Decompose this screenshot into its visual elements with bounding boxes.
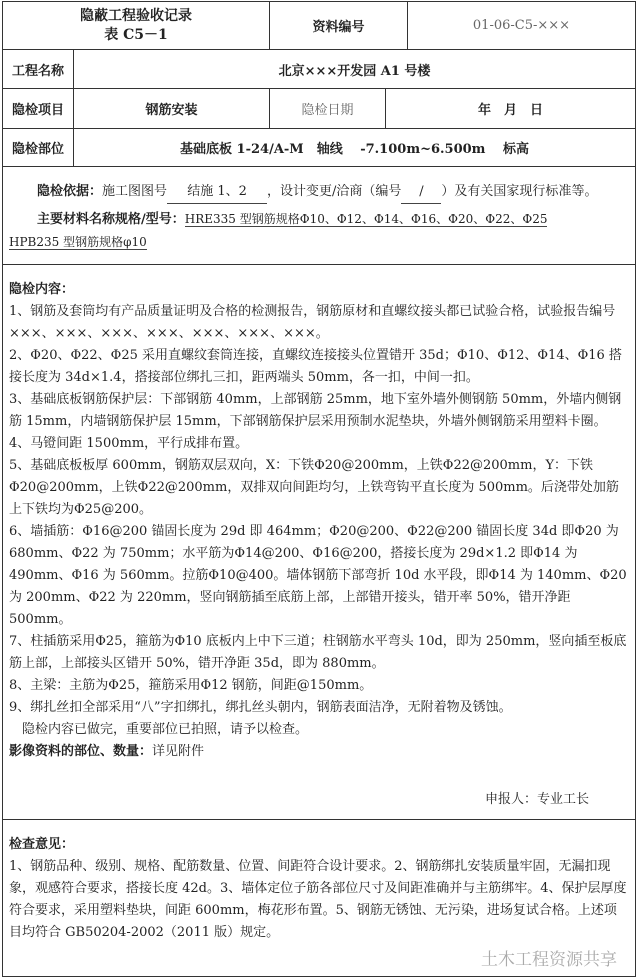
content-item: 2、Φ20、Φ22、Φ25 采用直螺纹套筒连接，直螺纹连接接头位置错开 35d；Φ10、Φ12、Φ14、Φ16 搭接长度为 34d×1.4，搭接部位绑扎三扣，距两端头 50mm，各一扣，中间一扣。 [9, 348, 622, 385]
basis-section [3, 167, 635, 265]
applicant: 申报人：专业工长 [484, 792, 589, 807]
location-value: 基础底板 1-24/A-M 轴线 -7.100m~6.500m 标高 [73, 129, 635, 166]
materials-line [9, 208, 629, 231]
content-item: 7、柱插筋采用Φ25，箍筋为Φ10 底板内上中下三道；柱钢筋水平弯头 10d，即为 250mm，竖向插至板底筋上部，上部接头区错开 50%，错开净距 35d，即为 880mm。 [9, 634, 627, 671]
content-item: 5、基础底板板厚 600mm，钢筋双层双向，X：下铁Φ20@200mm，上铁Φ22@200mm，Y：下铁Φ20@200mm，上铁Φ22@200mm，双排双向间距均匀，上铁弯钩平直长度为 500mm。后浇带处加筋上下铁均为Φ25@200。 [9, 458, 619, 517]
doc-no-value: 01-06-C5-××× [407, 2, 635, 49]
content-item: 3、基础底板钢筋保护层：下部钢筋 40mm，上部钢筋 25mm，地下室外墙外侧钢筋 50mm，外墙内侧钢筋 15mm，内墙钢筋保护层 15mm，下部钢筋保护层采用预制水泥垫块，外墙外侧钢筋采用塑料卡圈。 [9, 392, 622, 429]
location-label: 隐检部位 [11, 142, 64, 157]
content-section [3, 265, 635, 820]
project-name-value: 北京×××开发园 A1 号楼 [73, 50, 635, 88]
item-row [3, 89, 635, 129]
images-line [9, 741, 629, 763]
images-label: 影像资料的部位、数量： [9, 744, 153, 759]
content-item: 6、墙插筋：Φ16@200 锚固长度为 29d 即 464mm；Φ20@200、Φ22@200 锚固长度 34d 即Φ20 为 680mm、Φ22 为 750mm；水平筋为Φ14@200、Φ16@200，搭接长度为 29d×1.2 即Φ14 为 490mm、Φ16 为 560mm。拉筋Φ10@400。墙体钢筋下部弯折 10d 水平段，即Φ14 为 140mm、Φ20 为 200mm、Φ22 为 220mm，竖向钢筋插至底筋上部，上部错开接头，错开率 50%，错开净距 500mm。 [9, 524, 627, 627]
date-value: 年 月 日 [385, 89, 635, 128]
form-frame [2, 1, 636, 977]
title-line2: 表 C5－1 [104, 26, 168, 43]
drawing-no: 结施 1、2 [167, 181, 267, 204]
project-name-label: 工程名称 [11, 63, 64, 79]
content-item: 1、钢筋及套筒均有产品质量证明及合格的检测报告，钢筋原材和直螺纹接头都已试验合格，试验报告编号×××、×××、×××、×××、×××、×××、×××。 [9, 304, 616, 341]
content-item: 4、马镫间距 1500mm，平行成排布置。 [9, 436, 249, 451]
form-title [3, 2, 269, 49]
materials-line2-wrap [9, 231, 629, 254]
header-row [3, 2, 635, 50]
opinion-label: 检查意见： [9, 837, 75, 852]
title-line1: 隐蔽工程验收记录 [80, 7, 192, 24]
basis-text2: ，设计变更/洽商（编号 [267, 184, 402, 199]
materials-label: 主要材料名称规格/型号： [37, 212, 185, 227]
date-label: 隐检日期 [269, 89, 385, 128]
basis-text4: 准等。 [558, 184, 598, 199]
materials-line2: HPB235 型钢筋规格φ10 [9, 235, 147, 249]
images-value: 详见附件 [152, 744, 205, 759]
content-label: 隐检内容： [9, 282, 75, 297]
location-row [3, 129, 635, 167]
content-closing: 隐检内容已做完，重要部位已拍照，请予以检查。 [22, 722, 309, 737]
watermark: 土木工程资源共享 [481, 950, 617, 970]
doc-no-label: 资料编号 [269, 2, 407, 49]
content-item: 9、绑扎丝扣全部采用“八”字扣绑扎，绑扎丝头朝内，钢筋表面洁净，无附着物及锈蚀。 [9, 700, 512, 715]
basis-label: 隐检依据： [37, 184, 103, 199]
basis-text3: ）及有关国家现行标 [441, 184, 559, 199]
content-item: 8、主梁：主筋为Φ25，箍筋采用Φ12 钢筋，间距@150mm。 [9, 678, 373, 693]
opinion-section [3, 820, 635, 976]
item-value: 钢筋安装 [73, 89, 269, 128]
project-name-row [3, 50, 635, 89]
basis-text1: 施工图图号 [102, 184, 168, 199]
item-label: 隐检项目 [11, 103, 64, 118]
opinion-text: 1、钢筋品种、级别、规格、配筋数量、位置、间距符合设计要求。2、钢筋绑扎安装质量牢固，无漏扣现象，观感符合要求，搭接长度 42d。3、墙体定位子筋各部位尺寸及间距准确并与主筋绑牢。4、保护层厚度符合要求，采用塑料垫块，间距 600mm，梅花形布置。5、钢筋无锈蚀、无污染，进场复试合格。上述项目均符合 GB50204-2002（2011 版）规定。 [9, 859, 627, 940]
change-no: / [401, 181, 441, 204]
basis-line [9, 181, 629, 204]
materials-line1: HRE335 型钢筋规格Φ10、Φ12、Φ14、Φ16、Φ20、Φ22、Φ25 [184, 212, 548, 226]
